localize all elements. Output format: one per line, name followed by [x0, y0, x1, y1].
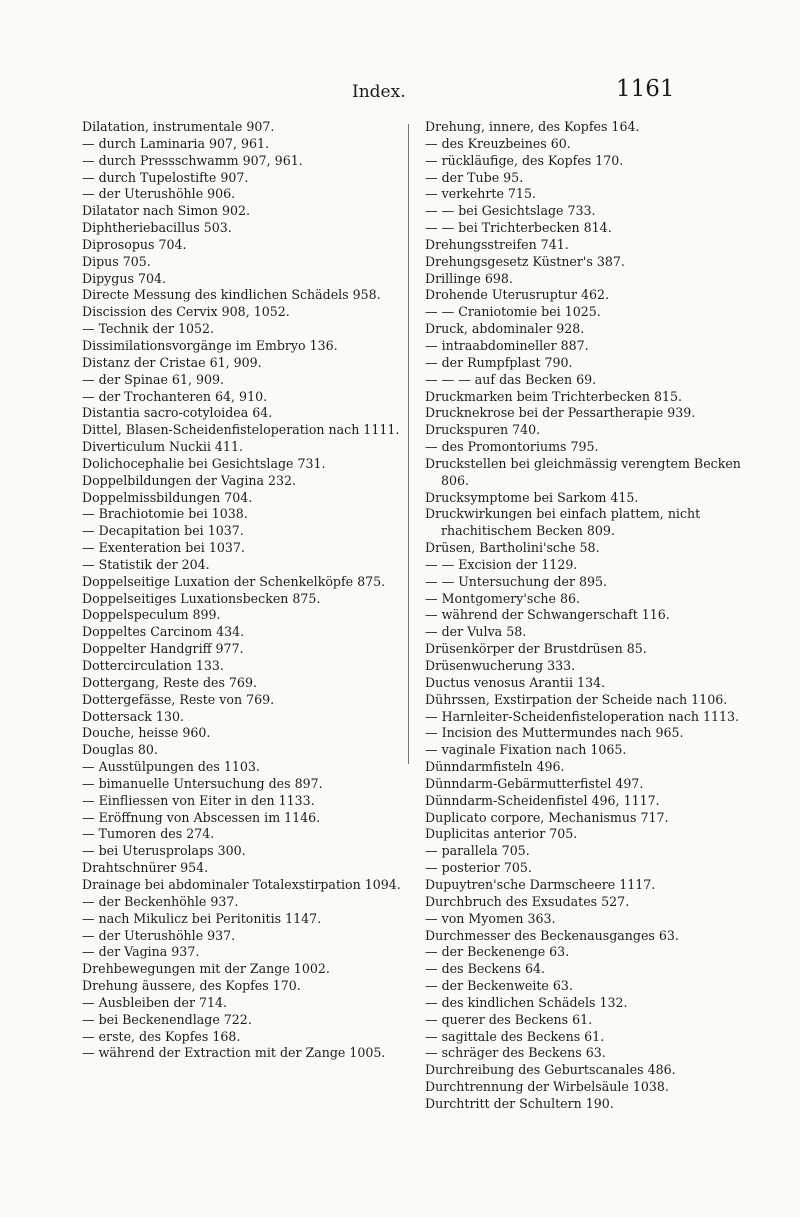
- index-entry: Drucknekrose bei der Pessartherapie 939.: [425, 405, 696, 421]
- index-entry: — des Beckens 64.: [425, 961, 546, 977]
- index-column-left: [82, 119, 402, 1062]
- index-entry: — der Uterushöhle 937.: [82, 927, 236, 943]
- index-entry: — der Uterushöhle 906.: [82, 186, 236, 202]
- index-entry: — verkehrte 715.: [425, 186, 536, 202]
- index-entry: — sagittale des Beckens 61.: [425, 1028, 605, 1044]
- index-entry: — Decapitation bei 1037.: [82, 523, 244, 539]
- page-header: [0, 76, 800, 108]
- index-entry: Durchtrennung der Wirbelsäule 1038.: [425, 1079, 669, 1095]
- index-entry: Drucksymptome bei Sarkom 415.: [425, 489, 639, 505]
- index-entry: — der Beckenhöhle 937.: [82, 893, 239, 909]
- index-entry: — — Untersuchung der 895.: [425, 573, 608, 589]
- index-entry: — nach Mikulicz bei Peritonitis 1147.: [82, 910, 322, 926]
- index-entry: — rückläufige, des Kopfes 170.: [425, 152, 624, 168]
- index-entry: Doppelseitige Luxation der Schenkelköpfe 875.: [82, 573, 386, 589]
- index-entry: Dünndarm-Scheidenfistel 496, 1117.: [425, 792, 660, 808]
- index-entry: — durch Tupelostifte 907.: [82, 169, 249, 185]
- index-entry: Druckwirkungen bei einfach plattem, nicht rhachitischem Becken 809.: [425, 506, 701, 539]
- index-entry: Duplicato corpore, Mechanismus 717.: [425, 809, 669, 825]
- index-entry: Diphtheriebacillus 503.: [82, 220, 232, 236]
- index-entry: — — Craniotomie bei 1025.: [425, 304, 601, 320]
- index-entry: Durchreibung des Geburtscanales 486.: [425, 1062, 676, 1078]
- index-entry: — Incision des Muttermundes nach 965.: [425, 725, 684, 741]
- index-entry: Diverticulum Nuckii 411.: [82, 439, 243, 455]
- index-entry: Drehungsgesetz Küstner's 387.: [425, 253, 625, 269]
- index-entry: Distantia sacro-cotyloidea 64.: [82, 405, 273, 421]
- index-entry: Directe Messung des kindlichen Schädels 958.: [82, 287, 381, 303]
- column-divider: [408, 124, 409, 764]
- index-entry: — intraabdomineller 887.: [425, 337, 589, 353]
- index-entry: Druckmarken beim Trichterbecken 815.: [425, 388, 683, 404]
- index-entry: — während der Schwangerschaft 116.: [425, 607, 670, 623]
- index-entry: — — Excision der 1129.: [425, 556, 578, 572]
- index-entry: — der Vulva 58.: [425, 624, 527, 640]
- index-entry: Druckstellen bei gleichmässig verengtem Becken 806.: [425, 455, 741, 488]
- index-entry: Drahtschnürer 954.: [82, 860, 209, 876]
- index-entry: Distanz der Cristae 61, 909.: [82, 354, 262, 370]
- index-entry: — bei Beckenendlage 722.: [82, 1011, 252, 1027]
- index-entry: — Ausbleiben der 714.: [82, 994, 228, 1010]
- index-entry: — Eröffnung von Abscessen im 1146.: [82, 809, 321, 825]
- index-entry: Dolichocephalie bei Gesichtslage 731.: [82, 455, 326, 471]
- index-entry: Dipus 705.: [82, 253, 151, 269]
- index-entry: — Ausstülpungen des 1103.: [82, 759, 260, 775]
- index-entry: Drüsenkörper der Brustdrüsen 85.: [425, 641, 647, 657]
- index-entry: Doppelmissbildungen 704.: [82, 489, 253, 505]
- index-entry: Ductus venosus Arantii 134.: [425, 674, 606, 690]
- index-entry: — Einfliessen von Eiter in den 1133.: [82, 792, 315, 808]
- index-entry: Discission des Cervix 908, 1052.: [82, 304, 290, 320]
- page-number: 1161: [616, 76, 675, 102]
- index-entry: — Brachiotomie bei 1038.: [82, 506, 248, 522]
- index-entry: Dottergefässe, Reste von 769.: [82, 691, 275, 707]
- index-entry: — schräger des Beckens 63.: [425, 1045, 606, 1061]
- index-entry: — querer des Beckens 61.: [425, 1011, 593, 1027]
- index-entry: Drüsen, Bartholini'sche 58.: [425, 540, 600, 556]
- index-entry: Dissimilationsvorgänge im Embryo 136.: [82, 337, 338, 353]
- index-entry: Drillinge 698.: [425, 270, 513, 286]
- index-column-right: [425, 119, 745, 1113]
- index-entry: — — bei Gesichtslage 733.: [425, 203, 596, 219]
- index-entry: Dupuytren'sche Darmscheere 1117.: [425, 876, 656, 892]
- index-entry: Dilatation, instrumentale 907.: [82, 119, 275, 134]
- index-entry: — vaginale Fixation nach 1065.: [425, 742, 627, 758]
- index-entry: — durch Laminaria 907, 961.: [82, 135, 270, 151]
- index-entry: Drehung, innere, des Kopfes 164.: [425, 119, 640, 134]
- index-entry: — der Beckenweite 63.: [425, 978, 573, 994]
- index-entry: — Technik der 1052.: [82, 321, 215, 337]
- index-entry: — parallela 705.: [425, 843, 530, 859]
- index-entry: Drehungsstreifen 741.: [425, 236, 569, 252]
- index-entry: — der Trochanteren 64, 910.: [82, 388, 268, 404]
- index-entry: — der Spinae 61, 909.: [82, 371, 224, 387]
- index-entry: Doppelseitiges Luxationsbecken 875.: [82, 590, 321, 606]
- index-entry: Doppeltes Carcinom 434.: [82, 624, 245, 640]
- index-entry: Dittel, Blasen-Scheidenfisteloperation nach 1111.: [82, 422, 400, 438]
- index-entry: — Exenteration bei 1037.: [82, 540, 245, 556]
- index-entry: — des Kreuzbeines 60.: [425, 135, 571, 151]
- running-title: Index.: [352, 82, 406, 102]
- index-entry: — — — auf das Becken 69.: [425, 371, 597, 387]
- index-entry: — der Tube 95.: [425, 169, 524, 185]
- index-entry: Dünndarm-Gebärmutterfistel 497.: [425, 775, 644, 791]
- index-entry: Durchmesser des Beckenausganges 63.: [425, 927, 679, 943]
- index-entry: — durch Pressschwamm 907, 961.: [82, 152, 303, 168]
- index-entry: Dottercirculation 133.: [82, 658, 224, 673]
- index-entry: Durchtritt der Schultern 190.: [425, 1095, 614, 1111]
- index-entry: — posterior 705.: [425, 860, 532, 876]
- index-entry: Drüsenwucherung 333.: [425, 658, 576, 673]
- index-entry: Doppelbildungen der Vagina 232.: [82, 472, 297, 488]
- index-entry: Drainage bei abdominaler Totalexstirpation 1094.: [82, 876, 401, 892]
- index-entry: — von Myomen 363.: [425, 910, 556, 926]
- index-entry: Douche, heisse 960.: [82, 725, 211, 741]
- index-entry: Dilatator nach Simon 902.: [82, 203, 251, 219]
- index-entry: — der Rumpfplast 790.: [425, 354, 573, 370]
- index-entry: — Tumoren des 274.: [82, 826, 215, 842]
- index-entry: — — bei Trichterbecken 814.: [425, 220, 612, 236]
- index-entry: — des Promontoriums 795.: [425, 439, 599, 455]
- index-entry: — Statistik der 204.: [82, 556, 210, 572]
- index-entry: Duplicitas anterior 705.: [425, 826, 578, 842]
- index-entry: — erste, des Kopfes 168.: [82, 1028, 241, 1044]
- index-entry: — der Beckenenge 63.: [425, 944, 570, 960]
- index-entry: — der Vagina 937.: [82, 944, 200, 960]
- index-entry: Drohende Uterusruptur 462.: [425, 287, 610, 303]
- index-entry: Dottergang, Reste des 769.: [82, 674, 257, 690]
- index-entry: Durchbruch des Exsudates 527.: [425, 893, 630, 909]
- index-entry: Drehung äussere, des Kopfes 170.: [82, 978, 301, 994]
- index-entry: Dipygus 704.: [82, 270, 166, 286]
- index-entry: — bei Uterusprolaps 300.: [82, 843, 246, 859]
- index-entry: Dührssen, Exstirpation der Scheide nach 1106.: [425, 691, 728, 707]
- index-entry: Diprosopus 704.: [82, 236, 187, 252]
- index-entry: — des kindlichen Schädels 132.: [425, 994, 628, 1010]
- index-entry: Dottersack 130.: [82, 708, 184, 724]
- index-entry: Dünndarmfisteln 496.: [425, 759, 565, 775]
- index-entry: — Montgomery'sche 86.: [425, 590, 580, 606]
- index-entry: Druckspuren 740.: [425, 422, 541, 438]
- index-entry: — während der Extraction mit der Zange 1005.: [82, 1045, 386, 1061]
- index-entry: — Harnleiter-Scheidenfisteloperation nach 1113.: [425, 708, 740, 724]
- index-entry: — bimanuelle Untersuchung des 897.: [82, 775, 323, 791]
- index-entry: Doppelspeculum 899.: [82, 607, 221, 623]
- index-entry: Drehbewegungen mit der Zange 1002.: [82, 961, 330, 977]
- index-entry: Doppelter Handgriff 977.: [82, 641, 244, 657]
- index-entry: Douglas 80.: [82, 742, 158, 758]
- index-entry: Druck, abdominaler 928.: [425, 321, 585, 337]
